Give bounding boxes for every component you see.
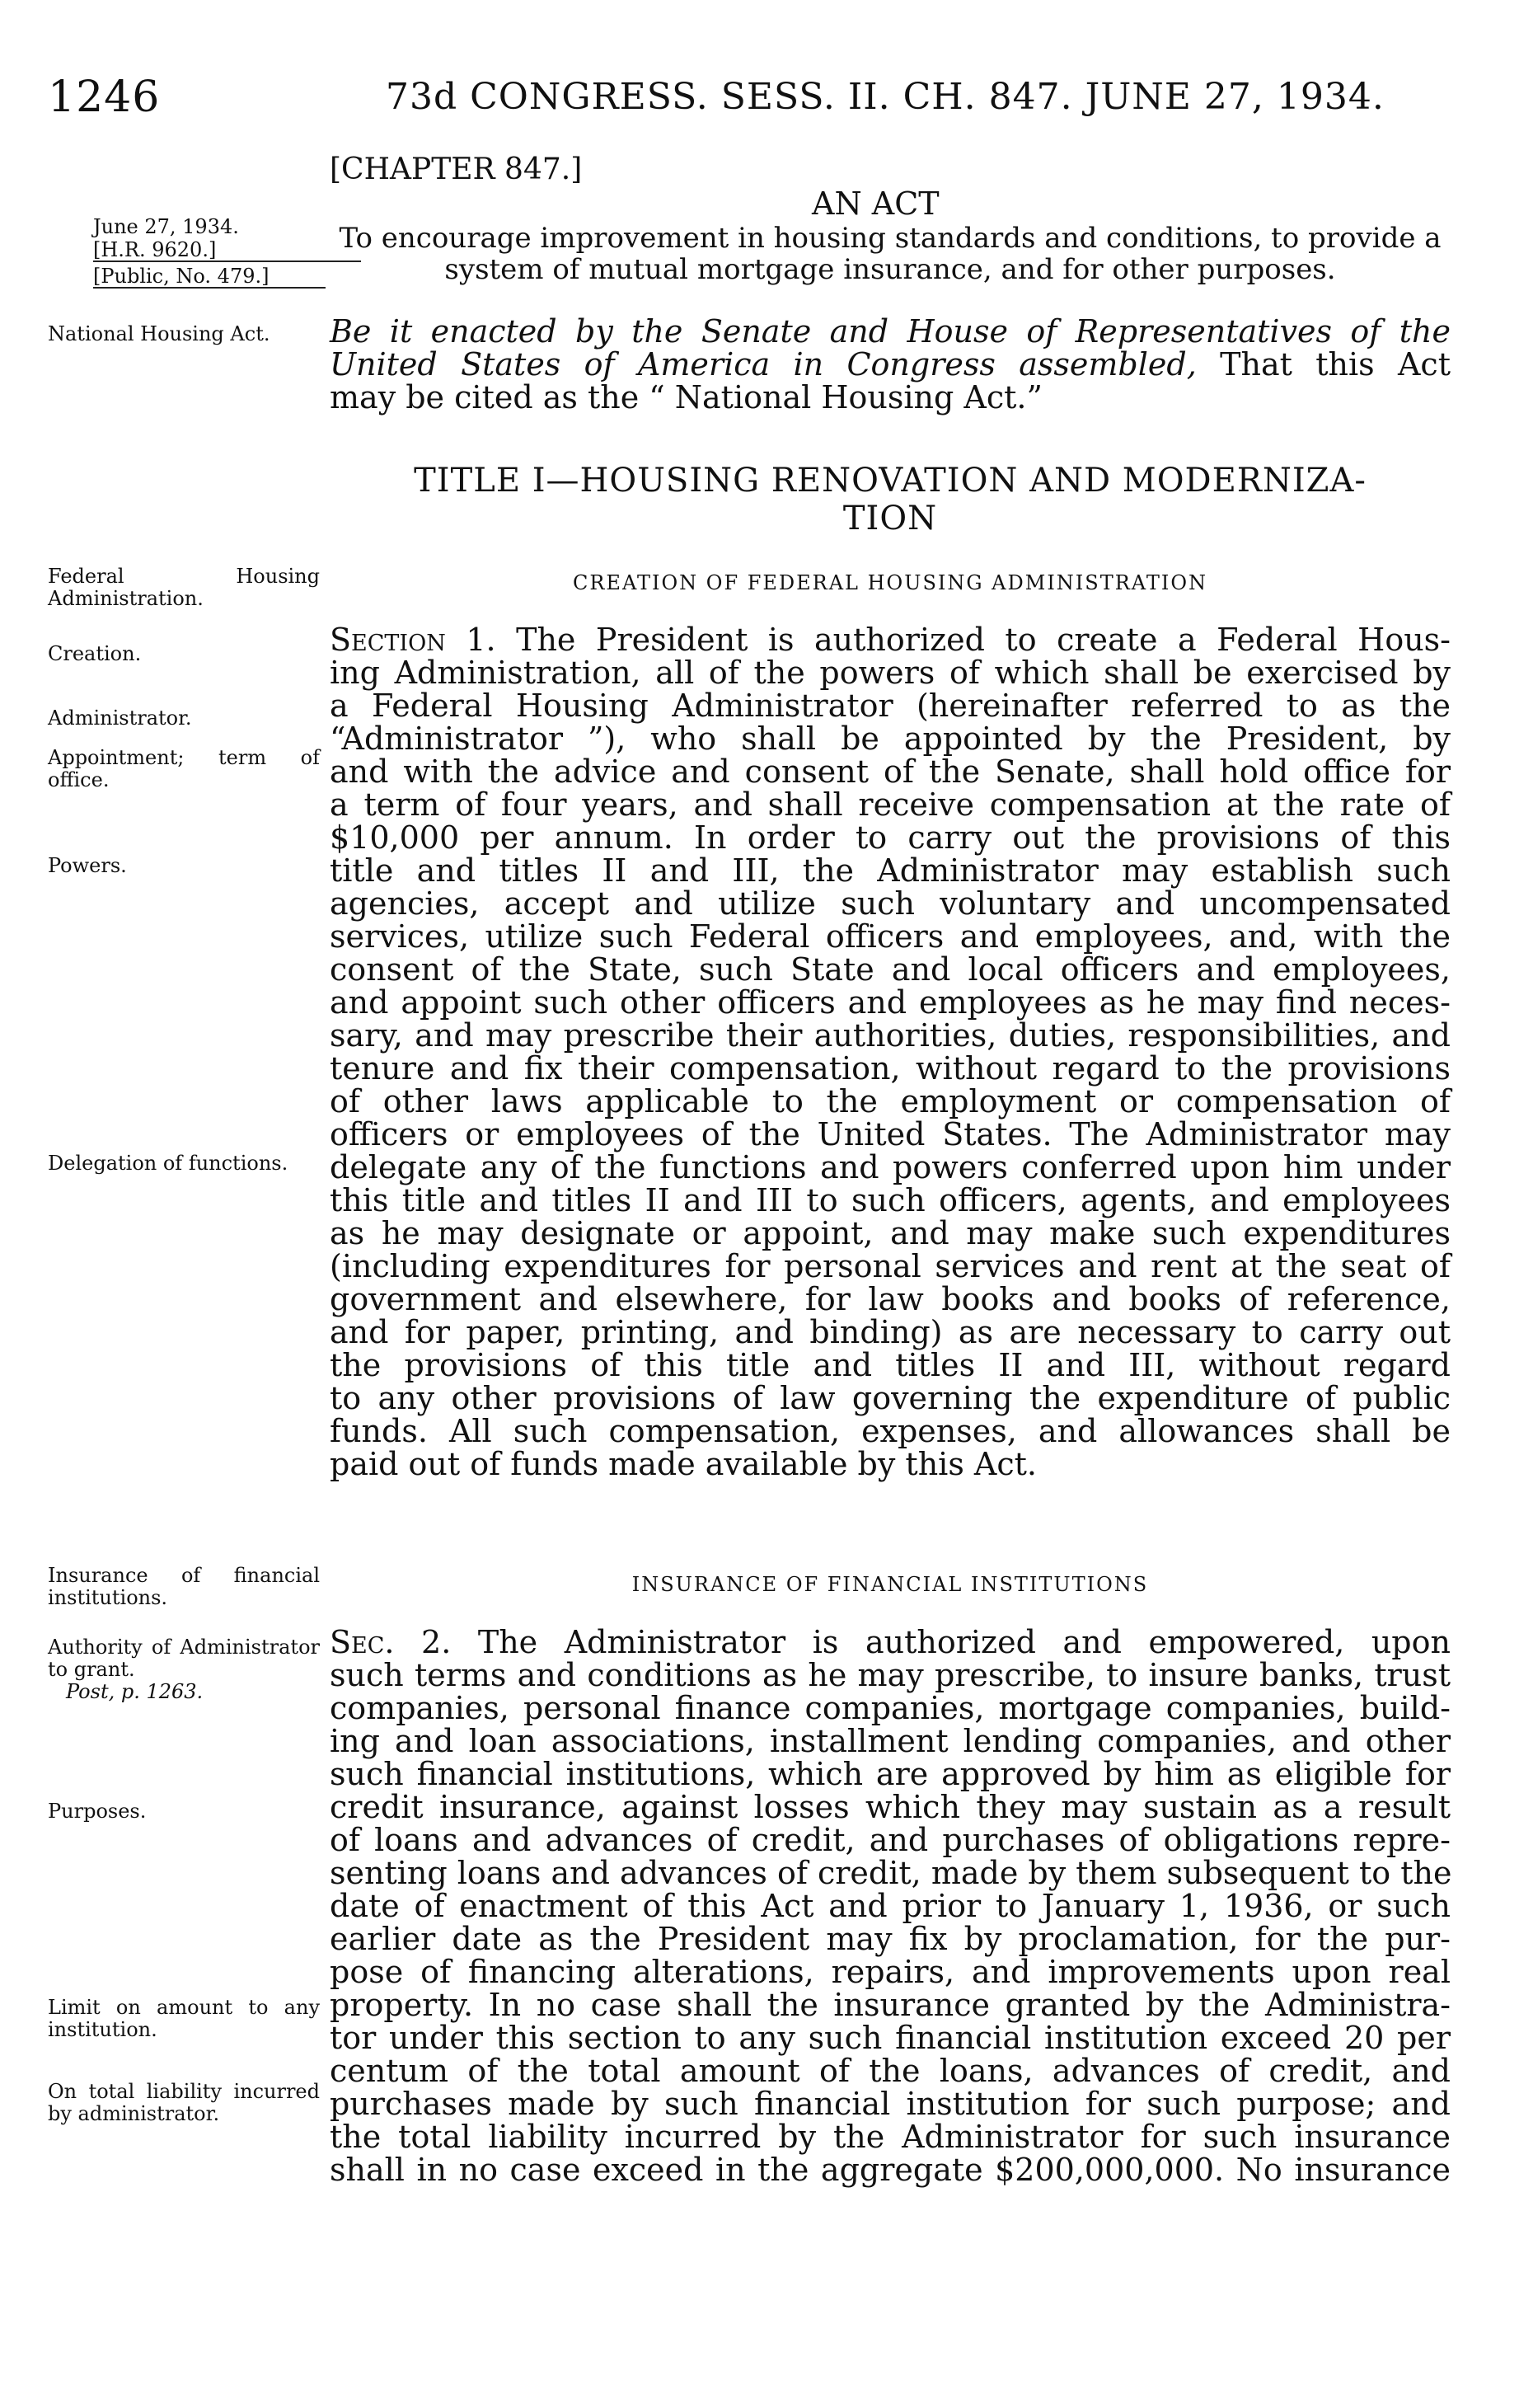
act-label: AN ACT	[812, 185, 940, 222]
section-1-line: to any other provisions of law governing the expenditure of public	[330, 1380, 1451, 1416]
margin-note-authority-text: Authority of Administrator to grant.	[48, 1636, 320, 1681]
enacting-italic: United States of America in Congress assembled,	[330, 346, 1197, 383]
section-2-line: of loans and advances of credit, and purchases of obligations repre-	[330, 1822, 1451, 1858]
section-1-line: a Federal Housing Administrator (hereinafter referred to as the	[330, 688, 1451, 724]
margin-bill-number: [H.R. 9620.]	[93, 239, 361, 262]
section-2	[330, 1626, 1451, 2186]
section-2-line: senting loans and advances of credit, made by them subsequent to the	[330, 1855, 1452, 1891]
margin-note-administrator: Administrator.	[48, 706, 192, 730]
section-1-label: Section 1.	[330, 622, 496, 658]
margin-date: June 27, 1934.	[93, 215, 239, 238]
section-1-line: government and elsewhere, for law books and books of reference,	[330, 1281, 1451, 1317]
section-2-line: earlier date as the President may fix by proclamation, for the pur-	[330, 1921, 1451, 1957]
section-1	[330, 623, 1451, 1481]
section-2-line: shall in no case exceed in the aggregate $200,000,000. No insurance	[330, 2152, 1451, 2188]
section-1-line: this title and titles II and III to such officers, agents, and employees	[330, 1182, 1451, 1218]
margin-note-creation: Creation.	[48, 642, 142, 665]
margin-header	[48, 216, 320, 290]
section-1-line: and appoint such other officers and employees as he may find neces-	[330, 984, 1451, 1021]
section-heading-insurance: INSURANCE OF FINANCIAL INSTITUTIONS	[631, 1573, 1149, 1596]
title-heading	[330, 462, 1451, 537]
section-1-line: $10,000 per annum. In order to carry out the provisions of this	[330, 819, 1451, 856]
title-heading-line: TION	[842, 500, 938, 537]
margin-note-delegation: Delegation of functions.	[48, 1152, 288, 1175]
section-2-line: property. In no case shall the insurance granted by the Administra-	[330, 1987, 1451, 2023]
margin-note-powers: Powers.	[48, 854, 127, 877]
enacting-clause	[330, 315, 1451, 414]
section-1-line: ing Administration, all of the powers of which shall be exercised by	[330, 655, 1451, 691]
section-2-line: The Administrator is authorized and empowered, upon	[451, 1624, 1451, 1660]
section-1-line: a term of four years, and shall receive compensation at the rate of	[330, 786, 1451, 823]
section-1-line: funds. All such compensation, expenses, and allowances shall be	[330, 1413, 1451, 1449]
running-head: 73d CONGRESS. SESS. II. CH. 847. JUNE 27, 1934.	[386, 76, 1385, 118]
title-heading-line: TITLE I—HOUSING RENOVATION AND MODERNIZA-	[414, 462, 1367, 500]
margin-note-purposes: Purposes.	[48, 1800, 147, 1823]
margin-public-number: [Public, No. 479.]	[93, 265, 326, 289]
section-1-line: services, utilize such Federal officers and employees, and, with the	[330, 918, 1451, 955]
margin-note-post: Post, p. 1263.	[66, 1680, 204, 1703]
section-heading-creation: CREATION OF FEDERAL HOUSING ADMINISTRATION	[573, 571, 1207, 594]
section-2-line: tor under this section to any such financial institution exceed 20 per	[330, 2020, 1451, 2056]
section-1-line: and for paper, printing, and binding) as are necessary to carry out	[330, 1314, 1451, 1350]
section-1-line: title and titles II and III, the Administrator may establish such	[330, 852, 1451, 889]
section-2-line: the total liability incurred by the Administrator for such insurance	[330, 2119, 1451, 2155]
enacting-roman: That this Act	[1196, 346, 1451, 383]
margin-note-limit: Limit on amount to any institution.	[48, 1996, 320, 2041]
section-1-line: The President is authorized to create a Federal Hous-	[495, 622, 1451, 658]
section-2-label: Sec. 2.	[330, 1624, 452, 1660]
section-1-line: “Administrator ”), who shall be appointed by the President, by	[330, 721, 1451, 757]
section-1-line: delegate any of the functions and powers conferred upon him under	[330, 1149, 1451, 1185]
section-2-line: companies, personal finance companies, mortgage companies, build-	[330, 1690, 1451, 1726]
section-2-line: such terms and conditions as he may prescribe, to insure banks, trust	[330, 1657, 1451, 1693]
section-1-line: as he may designate or appoint, and may make such expenditures	[330, 1215, 1451, 1251]
act-title	[330, 223, 1451, 285]
margin-note-national-housing-act: National Housing Act.	[48, 322, 270, 345]
section-1-line: agencies, accept and utilize such voluntary and uncompensated	[330, 885, 1451, 922]
act-title-line: To encourage improvement in housing standards and conditions, to provide a	[339, 222, 1442, 255]
section-1-line: consent of the State, such State and local officers and employees,	[330, 951, 1451, 988]
chapter-label: [CHAPTER 847.]	[330, 153, 583, 186]
section-1-line: officers or employees of the United States. The Administrator may	[330, 1116, 1451, 1152]
section-1-line: the provisions of this title and titles II and III, without regard	[330, 1347, 1451, 1383]
page-number: 1246	[48, 73, 161, 122]
section-1-line: sary, and may prescribe their authorities, duties, responsibilities, and	[330, 1017, 1451, 1054]
section-1-line: and with the advice and consent of the Senate, shall hold office for	[330, 753, 1451, 790]
section-2-line: such financial institutions, which are approved by him as eligible for	[330, 1756, 1451, 1792]
section-1-line: tenure and fix their compensation, without regard to the provisions	[330, 1050, 1451, 1087]
section-2-line: purchases made by such financial institution for such purpose; and	[330, 2086, 1451, 2122]
section-2-line: ing and loan associations, installment lending companies, and other	[330, 1723, 1451, 1759]
margin-note-total-liability: On total liability incurred by administrator.	[48, 2080, 320, 2125]
enacting-line: Be it enacted by the Senate and House of Representatives of the	[330, 313, 1451, 350]
enacting-line: may be cited as the “ National Housing Act.”	[330, 379, 1043, 415]
section-2-line: pose of financing alterations, repairs, and improvements upon real	[330, 1954, 1451, 1990]
section-1-line: (including expenditures for personal services and rent at the seat of	[330, 1248, 1451, 1284]
margin-note-fha: Federal Housing Administration.	[48, 565, 320, 610]
section-2-line: centum of the total amount of the loans, advances of credit, and	[330, 2053, 1451, 2089]
margin-note-appointment: Appointment; term of office.	[48, 746, 320, 791]
section-2-line: date of enactment of this Act and prior to January 1, 1936, or such	[330, 1888, 1451, 1924]
margin-note-insurance-fi: Insurance of financial institutions.	[48, 1564, 320, 1609]
act-title-line: system of mutual mortgage insurance, and for other purposes.	[444, 253, 1336, 286]
section-1-line: of other laws applicable to the employment or compensation of	[330, 1083, 1451, 1120]
section-1-line: paid out of funds made available by this Act.	[330, 1446, 1037, 1482]
margin-note-authority	[48, 1636, 320, 1703]
section-2-line: credit insurance, against losses which they may sustain as a result	[330, 1789, 1451, 1825]
